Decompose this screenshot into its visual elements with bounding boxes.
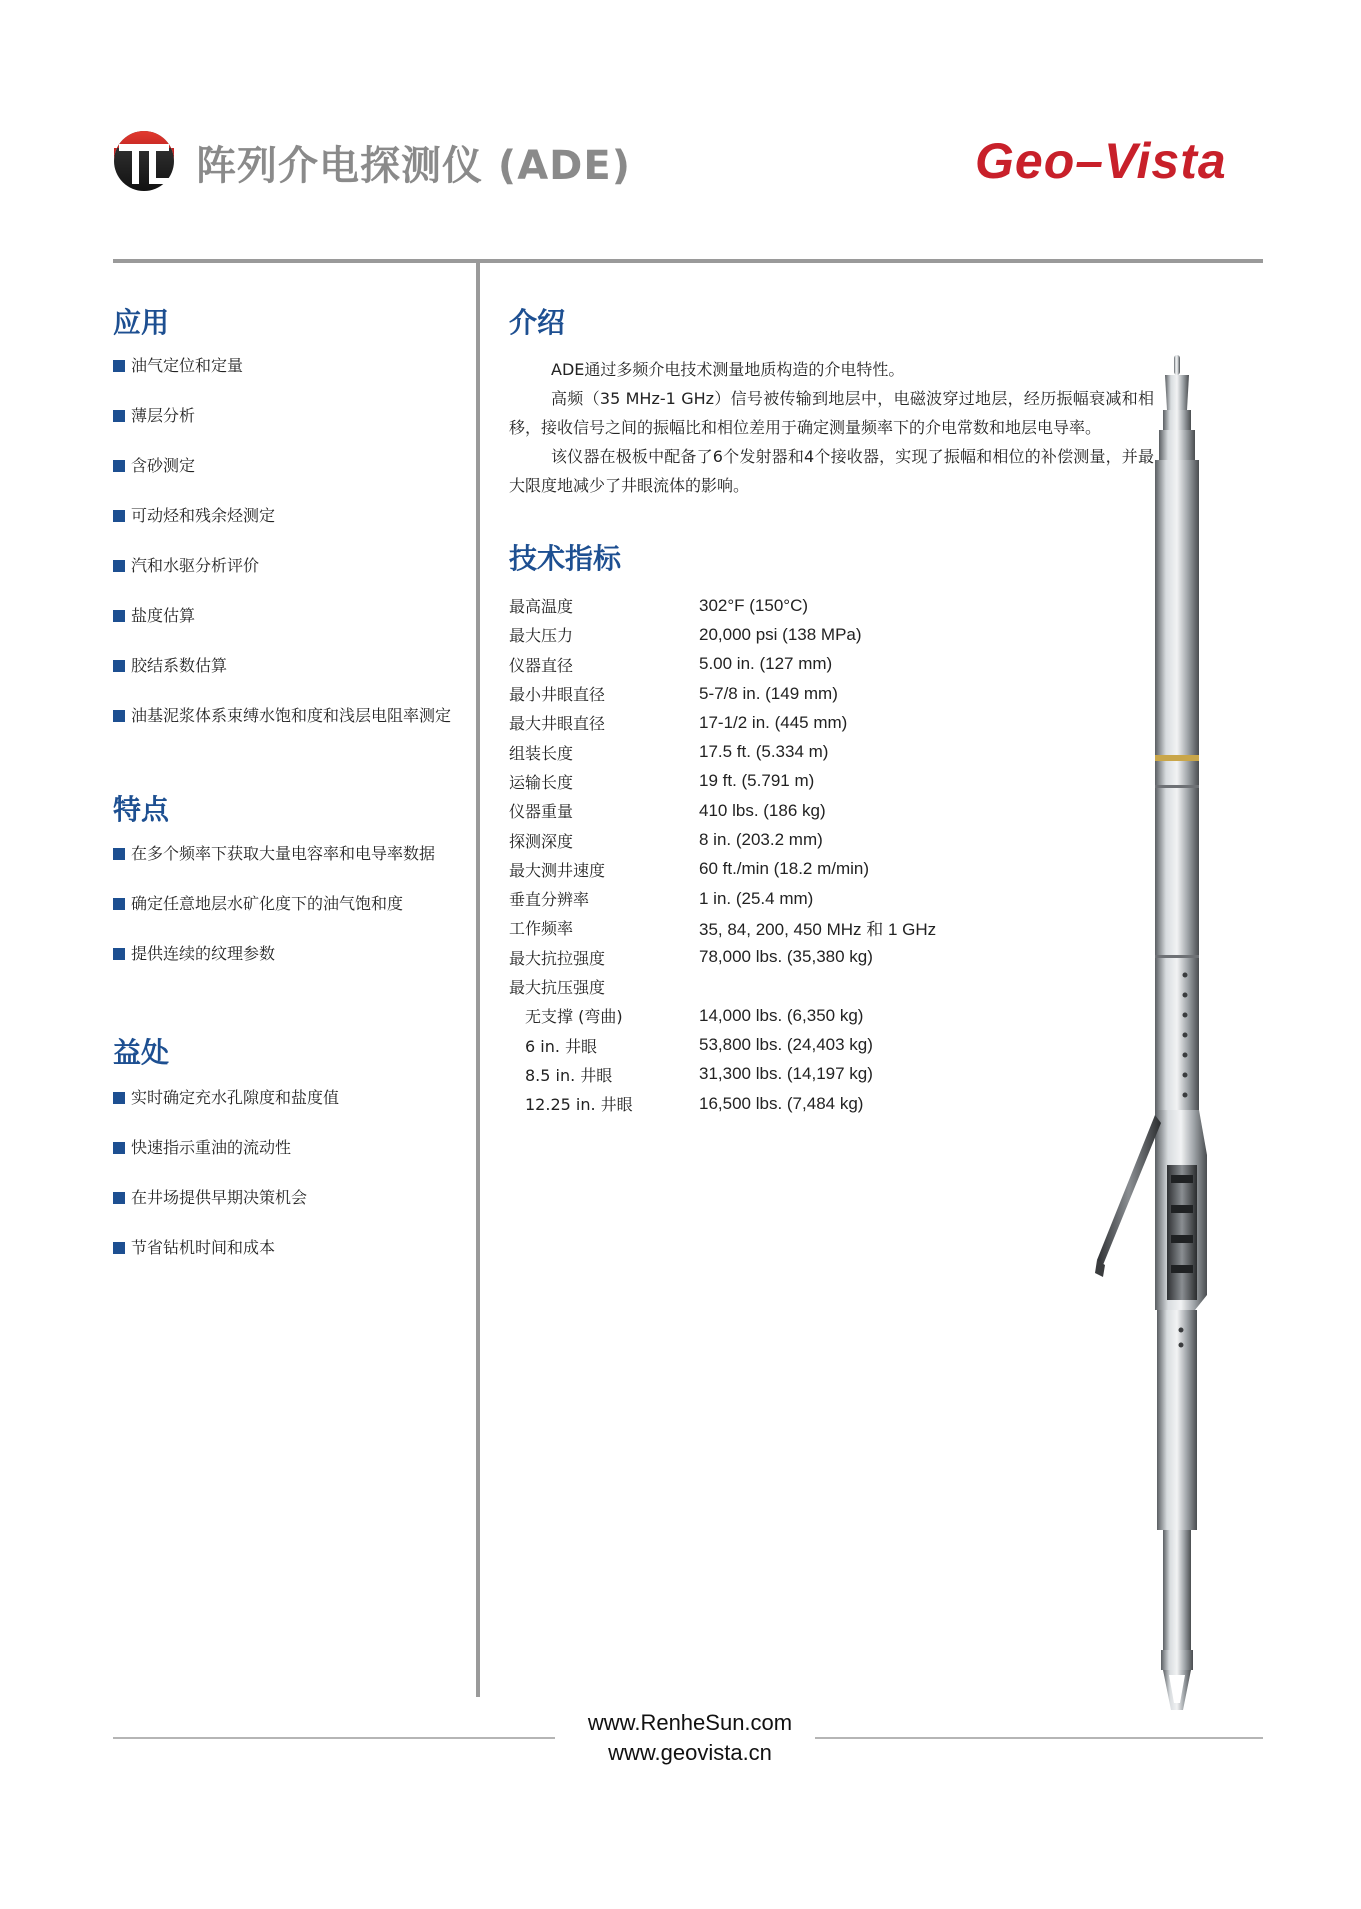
spec-label: 无支撑 (弯曲) <box>525 1007 623 1027</box>
intro-paragraph: ADE通过多频介电技术测量地质构造的介电特性。 <box>551 360 905 379</box>
spec-row <box>509 1060 1029 1089</box>
square-bullet-icon <box>113 1092 125 1104</box>
spec-label: 仪器直径 <box>509 655 574 675</box>
spec-row <box>509 737 1029 766</box>
specs-heading: 技术指标 <box>509 542 622 575</box>
spec-row <box>509 913 1029 942</box>
spec-value: 53,800 lbs. (24,403 kg) <box>699 1035 873 1055</box>
intro-paragraph: 高频（35 MHz-1 GHz）信号被传输到地层中，电磁波穿过地层，经历振幅衰减和相移，接收信号之间的振幅比和相位差用于确定测量频率下的介电常数和地层电导率。 <box>509 389 1154 437</box>
list-item: 在多个频率下获取大量电容率和电导率数据 <box>113 842 453 866</box>
square-bullet-icon <box>113 1142 125 1154</box>
spec-label: 8.5 in. 井眼 <box>525 1065 613 1085</box>
spec-value: 17-1/2 in. (445 mm) <box>699 712 848 732</box>
spec-value: 17.5 ft. (5.334 m) <box>699 742 829 762</box>
spec-label: 垂直分辨率 <box>509 890 590 910</box>
list-item: 在井场提供早期决策机会 <box>113 1186 453 1210</box>
square-bullet-icon <box>113 610 125 622</box>
spec-row <box>509 1089 1029 1118</box>
spec-value: 410 lbs. (186 kg) <box>699 800 826 820</box>
square-bullet-icon <box>113 1192 125 1204</box>
list-item: 实时确定充水孔隙度和盐度值 <box>113 1086 453 1110</box>
square-bullet-icon <box>113 898 125 910</box>
spec-label: 最大抗拉强度 <box>509 948 606 968</box>
list-item: 可动烃和残余烃测定 <box>113 504 453 528</box>
list-item: 胶结系数估算 <box>113 654 453 678</box>
spec-row <box>509 825 1029 854</box>
spec-label: 探测深度 <box>509 831 574 851</box>
square-bullet-icon <box>113 410 125 422</box>
list-item: 薄层分析 <box>113 404 453 428</box>
spec-label: 最大压力 <box>509 626 574 646</box>
spec-value: 1 in. (25.4 mm) <box>699 888 814 908</box>
spec-label: 6 in. 井眼 <box>525 1036 598 1056</box>
spec-value: 60 ft./min (18.2 m/min) <box>699 859 870 879</box>
footer-divider-right <box>815 1737 1263 1739</box>
spec-row <box>509 620 1029 649</box>
list-item: 提供连续的纹理参数 <box>113 942 453 966</box>
list-item: 汽和水驱分析评价 <box>113 554 453 578</box>
spec-row <box>509 972 1029 1001</box>
spec-value: 35, 84, 200, 450 MHz 和 1 GHz <box>699 920 937 940</box>
square-bullet-icon <box>113 560 125 572</box>
column-divider <box>476 259 480 1697</box>
spec-row <box>509 591 1029 620</box>
spec-label: 最大抗压强度 <box>509 978 606 997</box>
applications-list <box>113 354 453 754</box>
applications-heading: 应用 <box>113 306 170 339</box>
document-title: 阵列介电探测仪 (ADE) <box>196 143 631 189</box>
spec-value: 20,000 psi (138 MPa) <box>699 624 862 644</box>
spec-label: 12.25 in. 井眼 <box>525 1095 633 1115</box>
features-heading: 特点 <box>113 793 170 826</box>
square-bullet-icon <box>113 848 125 860</box>
list-item: 盐度估算 <box>113 604 453 628</box>
list-item: 油气定位和定量 <box>113 354 453 378</box>
spec-row <box>509 679 1029 708</box>
intro-heading: 介绍 <box>509 306 566 339</box>
list-item: 油基泥浆体系束缚水饱和度和浅层电阻率测定 <box>113 704 453 728</box>
brand-logo-text: Geo–Vista <box>975 133 1227 189</box>
spec-value: 78,000 lbs. (35,380 kg) <box>699 947 873 967</box>
spec-value: 31,300 lbs. (14,197 kg) <box>699 1064 873 1084</box>
spec-row <box>509 943 1029 972</box>
square-bullet-icon <box>113 710 125 722</box>
square-bullet-icon <box>113 460 125 472</box>
specs-table <box>509 591 1029 1118</box>
spec-label: 组装长度 <box>509 743 574 763</box>
spec-label: 最小井眼直径 <box>509 685 606 705</box>
footer-divider-left <box>113 1737 555 1739</box>
square-bullet-icon <box>113 1242 125 1254</box>
list-item: 确定任意地层水矿化度下的油气饱和度 <box>113 892 453 916</box>
spec-row <box>509 650 1029 679</box>
footer-url-renhesun[interactable]: www.RenheSun.com <box>587 1710 793 1735</box>
square-bullet-icon <box>113 510 125 522</box>
spec-label: 工作频率 <box>509 919 574 939</box>
list-item: 节省钻机时间和成本 <box>113 1236 453 1260</box>
square-bullet-icon <box>113 660 125 672</box>
spec-value: 19 ft. (5.791 m) <box>699 771 815 791</box>
benefits-list <box>113 1086 453 1286</box>
list-item: 快速指示重油的流动性 <box>113 1136 453 1160</box>
spec-row <box>509 1030 1029 1059</box>
spec-row <box>509 708 1029 737</box>
features-list <box>113 842 453 992</box>
benefits-heading: 益处 <box>113 1036 170 1069</box>
spec-label: 最大井眼直径 <box>509 714 606 734</box>
intro-text <box>509 355 1154 500</box>
spec-label: 最大测井速度 <box>509 860 606 880</box>
square-bullet-icon <box>113 948 125 960</box>
spec-row <box>509 767 1029 796</box>
spec-value: 14,000 lbs. (6,350 kg) <box>699 1005 864 1025</box>
header-divider <box>113 259 1263 263</box>
spec-value: 16,500 lbs. (7,484 kg) <box>699 1093 864 1113</box>
footer-url-geovista[interactable]: www.geovista.cn <box>608 1740 772 1765</box>
company-logo-icon <box>113 130 175 192</box>
square-bullet-icon <box>113 360 125 372</box>
intro-paragraph: 该仪器在极板中配备了6个发射器和4个接收器，实现了振幅和相位的补偿测量，并最大限度地减少了井眼流体的影响。 <box>509 447 1154 495</box>
spec-value: 302°F (150°C) <box>699 595 809 615</box>
spec-row <box>509 855 1029 884</box>
spec-row <box>509 1001 1029 1030</box>
spec-value: 8 in. (203.2 mm) <box>699 830 823 850</box>
spec-value: 5.00 in. (127 mm) <box>699 654 833 674</box>
spec-row <box>509 796 1029 825</box>
spec-value: 5-7/8 in. (149 mm) <box>699 683 838 703</box>
spec-label: 运输长度 <box>509 772 574 792</box>
spec-label: 仪器重量 <box>509 802 574 822</box>
spec-label: 最高温度 <box>509 597 574 617</box>
list-item: 含砂测定 <box>113 454 453 478</box>
logging-tool-image <box>1095 355 1245 1715</box>
spec-row <box>509 884 1029 913</box>
